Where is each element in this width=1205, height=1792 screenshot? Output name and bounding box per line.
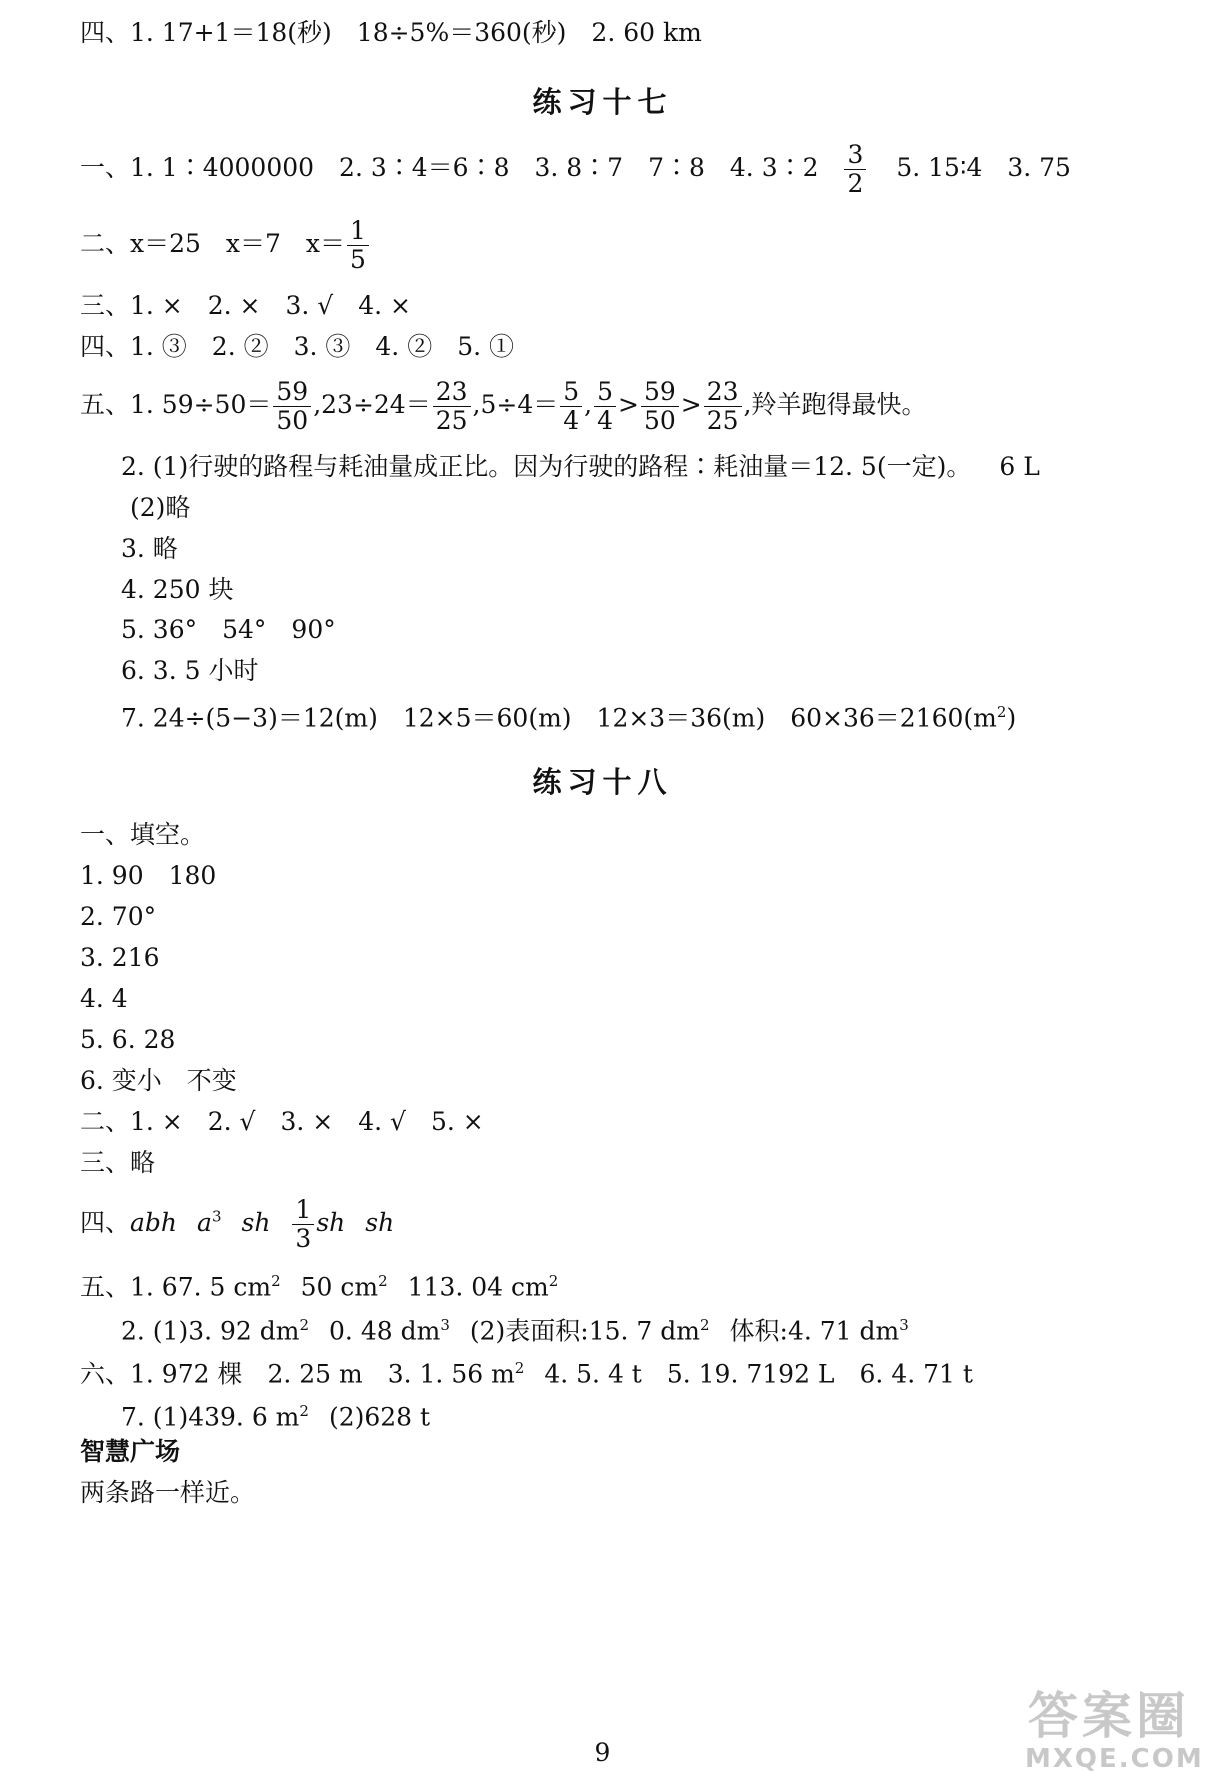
wisdom-answer: 两条路一样近。 xyxy=(80,1478,256,1507)
s17-q5-4: 4. 250 块 xyxy=(121,575,234,604)
l10-prefix: 四、 xyxy=(80,1208,131,1237)
superscript: 2 xyxy=(699,1316,710,1334)
s17-q5-6: 6. 3. 5 小时 xyxy=(121,656,259,685)
frac-den: 25 xyxy=(435,406,468,435)
watermark-top: 答案圈 xyxy=(1028,1687,1190,1745)
s18-l14 xyxy=(121,1396,430,1432)
l13-b: 4. 5. 4 t 5. 19. 7192 L 6. 4. 71 t xyxy=(544,1359,973,1389)
frac-num: 5 xyxy=(560,378,582,407)
frac-num: 1 xyxy=(347,217,369,246)
superscript: 2 xyxy=(299,1316,310,1334)
s17-q5-7 xyxy=(121,697,1016,733)
s17-q4: 四、1. ③ 2. ② 3. ③ 4. ② 5. ① xyxy=(80,332,514,361)
frac-num: 23 xyxy=(433,378,471,407)
frac-den: 5 xyxy=(350,245,366,274)
formula-a: a xyxy=(197,1208,212,1237)
q5-gt1: > xyxy=(618,390,639,419)
s18-l9: 三、略 xyxy=(80,1148,156,1177)
watermark-logo xyxy=(1025,1687,1204,1786)
l14-a: 7. (1)439. 6 m xyxy=(121,1402,300,1432)
superscript: 3 xyxy=(440,1316,450,1334)
l14-b: (2)628 t xyxy=(328,1402,431,1432)
s18-l8: 二、1. × 2. √ 3. × 4. √ 5. × xyxy=(80,1107,484,1136)
frac-num: 5 xyxy=(594,378,616,407)
s18-l1: 一、填空。 xyxy=(80,820,206,849)
s18-l7: 6. 变小 不变 xyxy=(80,1066,237,1095)
frac-den: 2 xyxy=(847,169,864,198)
fraction xyxy=(641,378,679,435)
s17-q5-5: 5. 36° 54° 90° xyxy=(121,615,336,644)
s18-l11 xyxy=(80,1266,558,1302)
frac-den: 50 xyxy=(276,406,309,435)
s17-q5-2a xyxy=(121,452,1040,482)
q5-mid1: ,23÷24＝ xyxy=(313,390,431,419)
s18-l10 xyxy=(80,1196,394,1253)
frac-den: 50 xyxy=(643,406,676,435)
watermark-bottom: MXQE.COM xyxy=(1025,1744,1204,1774)
q5-prefix: 五、1. 59÷50＝ xyxy=(80,390,272,419)
s17-q5-3: 3. 略 xyxy=(121,534,178,563)
fraction xyxy=(347,217,369,274)
fraction xyxy=(433,378,471,435)
page-number: 9 xyxy=(594,1738,611,1767)
superscript: 2 xyxy=(378,1272,388,1290)
l12-d: 体积:4. 71 dm xyxy=(729,1316,900,1346)
wisdom-heading: 智慧广场 xyxy=(80,1437,181,1466)
fraction xyxy=(292,1196,314,1253)
top-answer-line: 四、1. 17+1＝18(秒) 18÷5%＝360(秒) 2. 60 km xyxy=(80,18,702,47)
s18-l5: 4. 4 xyxy=(80,984,128,1013)
s18-l13 xyxy=(80,1353,973,1389)
s17-q1 xyxy=(80,141,1071,198)
q5-7-end: ) xyxy=(1006,703,1017,733)
l11-c: 113. 04 cm xyxy=(407,1272,549,1302)
frac-num: 3 xyxy=(844,141,866,170)
frac-num: 59 xyxy=(273,378,311,407)
l11-a: 五、1. 67. 5 cm xyxy=(80,1272,272,1302)
q5-mid2: ,5÷4＝ xyxy=(472,390,559,419)
superscript: 2 xyxy=(514,1359,525,1377)
s18-l12 xyxy=(121,1310,909,1346)
l12-c: (2)表面积:15. 7 dm xyxy=(469,1316,700,1346)
q5-7-text: 7. 24÷(5−3)＝12(m) 12×5＝60(m) 12×3＝36(m) 60×36＝2160(m xyxy=(121,703,997,733)
s18-l2: 1. 90 180 xyxy=(80,861,217,890)
formula-sh: sh xyxy=(365,1208,395,1237)
formula-sh: sh xyxy=(316,1208,346,1237)
s17-q1-b: 5. 15∶4 3. 75 xyxy=(896,153,1071,182)
s17-q1-a: 一、1. 1∶4000000 2. 3∶4＝6∶8 3. 8∶7 7∶8 4. 3∶2 xyxy=(80,153,819,182)
s17-q5-2b: (2)略 xyxy=(130,493,191,522)
fraction xyxy=(560,378,582,435)
l12-b: 0. 48 dm xyxy=(329,1316,441,1346)
l13-a: 六、1. 972 棵 2. 25 m 3. 1. 56 m xyxy=(80,1359,515,1389)
frac-num: 23 xyxy=(704,378,742,407)
superscript: 3 xyxy=(211,1207,222,1226)
s18-l6: 5. 6. 28 xyxy=(80,1025,176,1054)
superscript: 2 xyxy=(299,1402,309,1420)
q5-2a-tail: 6 L xyxy=(999,452,1040,481)
fraction xyxy=(594,378,616,435)
superscript: 3 xyxy=(899,1316,909,1334)
frac-den: 4 xyxy=(563,406,580,435)
q5-suffix: ,羚羊跑得最快。 xyxy=(743,390,927,419)
s18-l4: 3. 216 xyxy=(80,943,160,972)
frac-num: 1 xyxy=(292,1196,314,1225)
s17-q5-1 xyxy=(80,378,927,435)
s18-l3: 2. 70° xyxy=(80,902,157,931)
frac-den: 3 xyxy=(295,1224,312,1253)
q5-2a-text: 2. (1)行驶的路程与耗油量成正比。因为行驶的路程∶耗油量＝12. 5(一定)。 xyxy=(121,452,972,481)
formula-sh: sh xyxy=(241,1208,271,1237)
q5-gt2: > xyxy=(680,390,702,419)
frac-den: 25 xyxy=(706,406,739,435)
fraction xyxy=(704,378,742,435)
l12-a: 2. (1)3. 92 dm xyxy=(121,1316,300,1346)
fraction xyxy=(273,378,311,435)
superscript: 2 xyxy=(996,703,1007,721)
superscript: 2 xyxy=(548,1272,559,1290)
fraction xyxy=(844,141,866,198)
superscript: 2 xyxy=(271,1272,281,1290)
s17-q3: 三、1. × 2. × 3. √ 4. × xyxy=(80,291,411,320)
formula-abh: abh xyxy=(130,1208,178,1237)
q5-comma: , xyxy=(584,390,593,419)
section-title-18: 练习十八 xyxy=(532,765,673,799)
frac-den: 4 xyxy=(597,406,614,435)
frac-num: 59 xyxy=(641,378,679,407)
section-title-17: 练习十七 xyxy=(532,85,673,119)
s17-q2 xyxy=(80,217,371,274)
s17-q2-text: 二、x＝25 x＝7 x＝ xyxy=(80,229,346,258)
l11-b: 50 cm xyxy=(300,1272,379,1302)
